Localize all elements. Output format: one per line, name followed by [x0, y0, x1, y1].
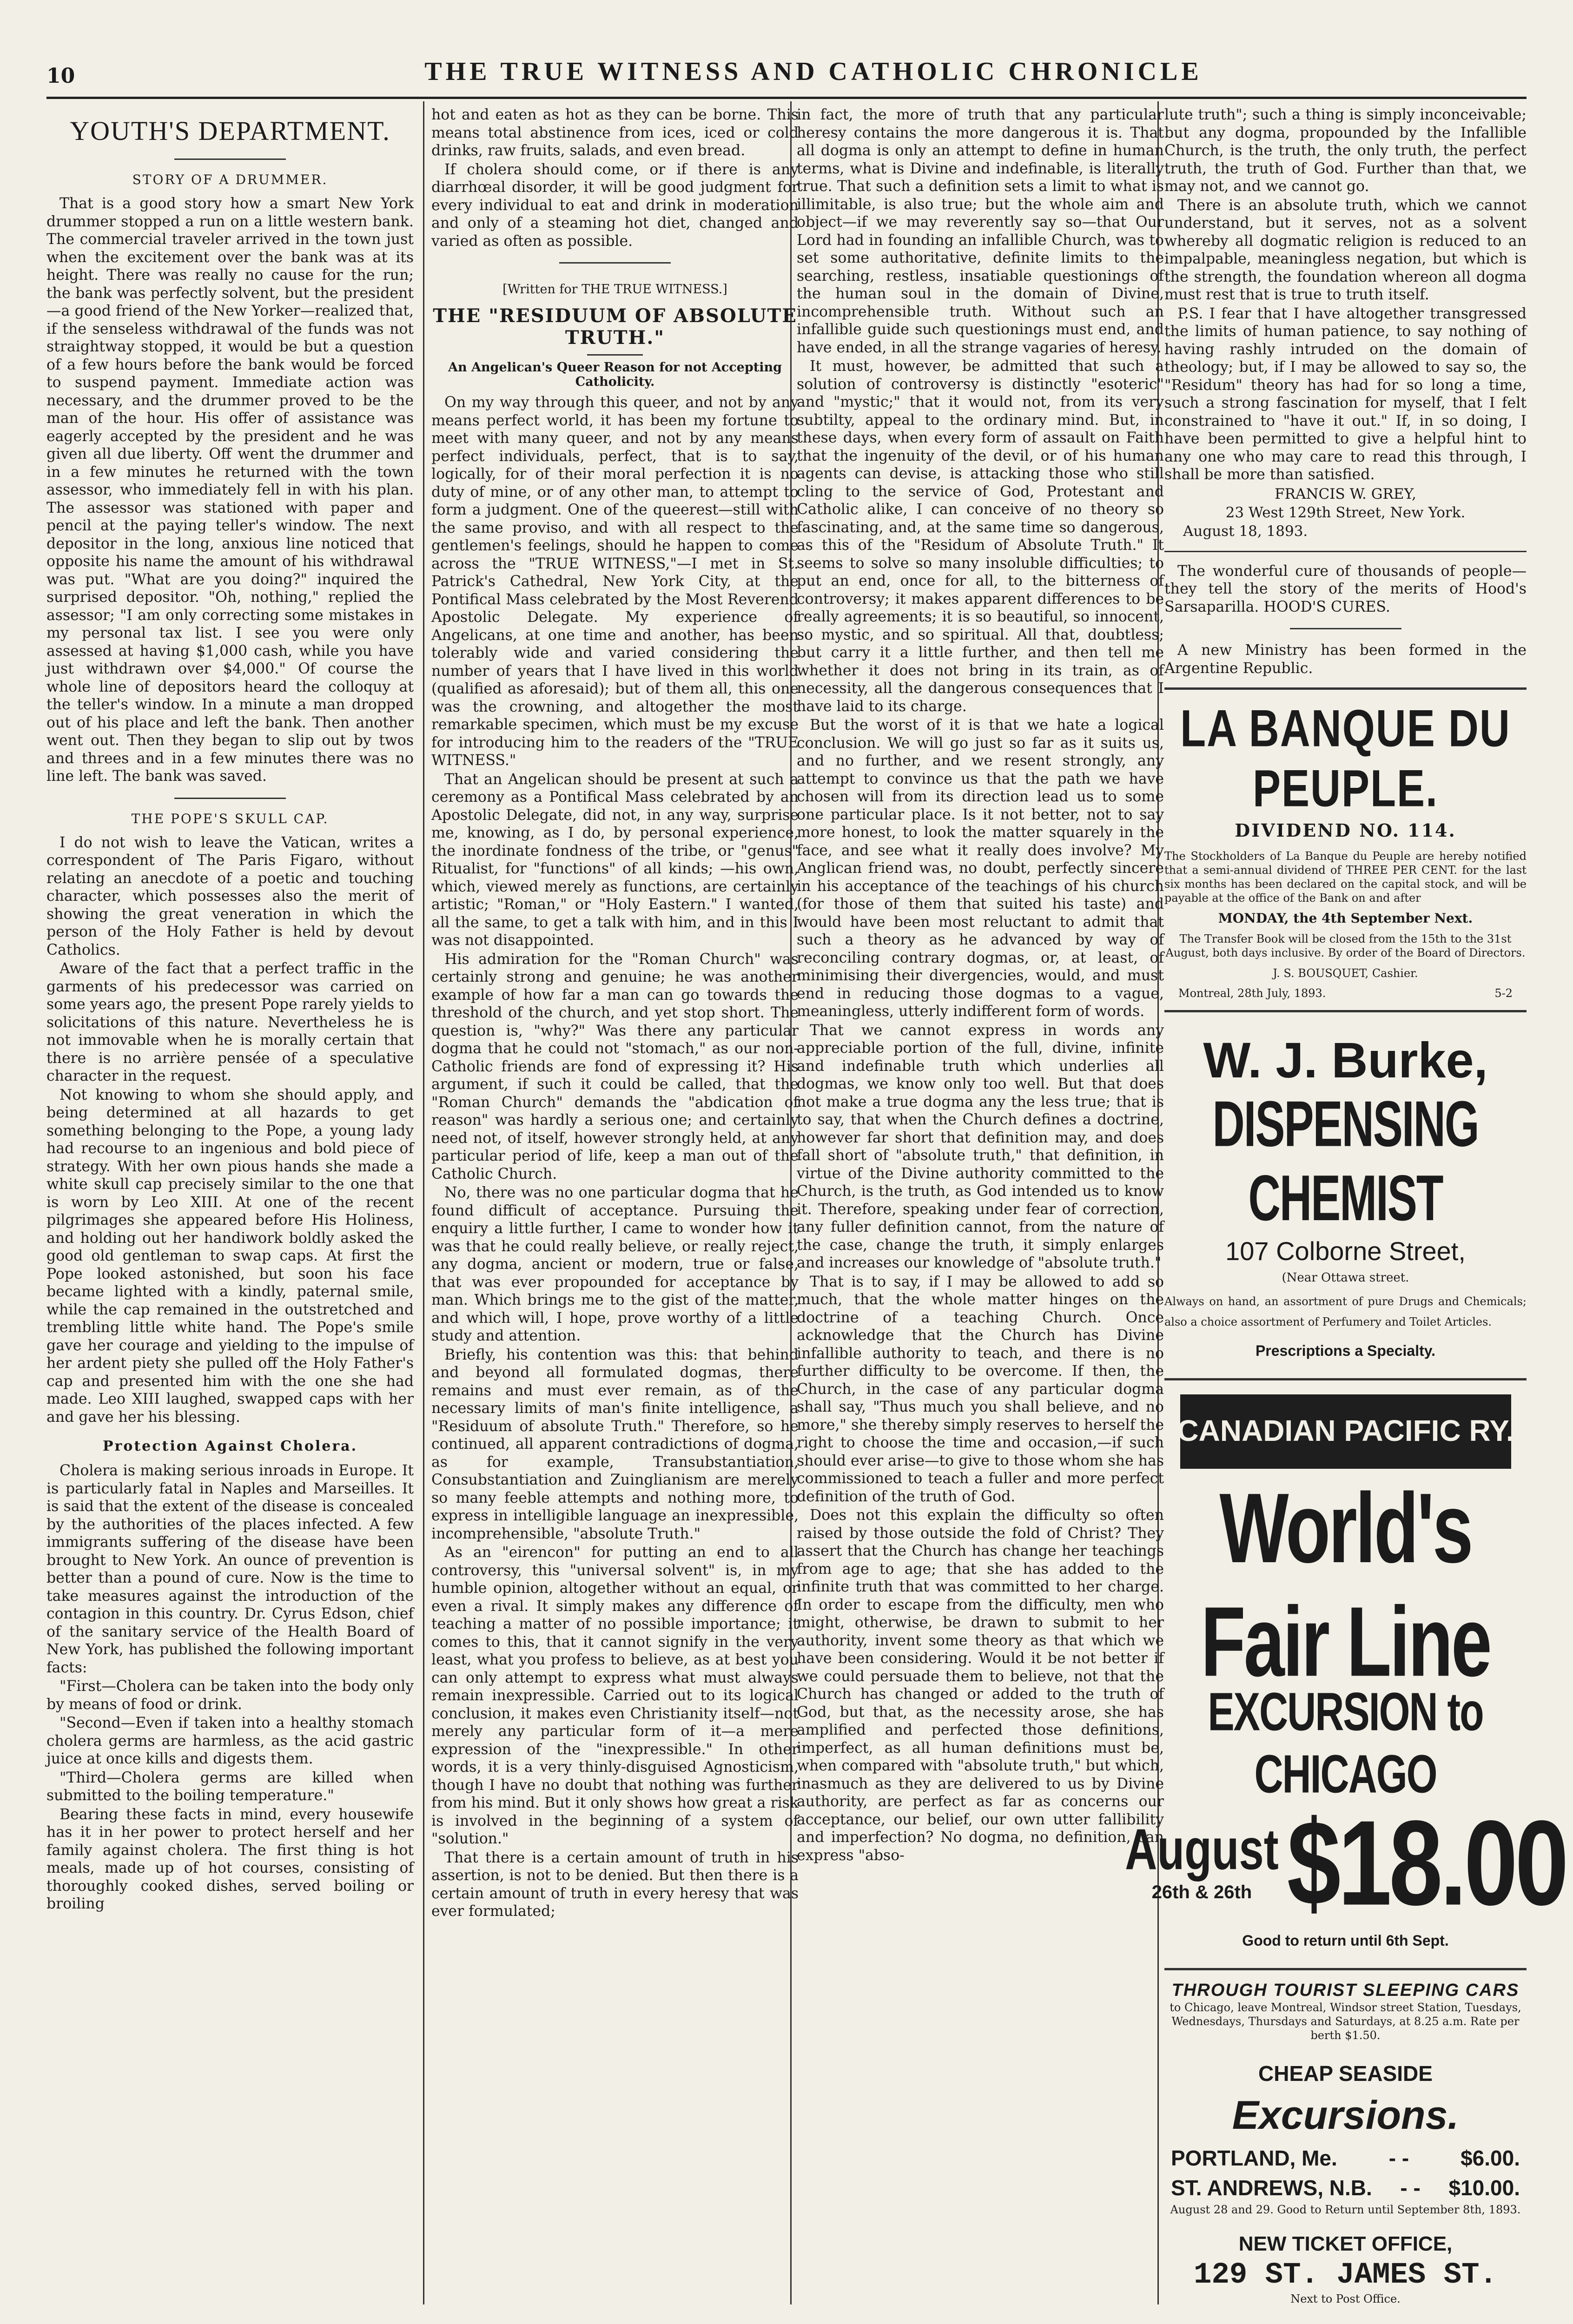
masthead: THE TRUE WITNESS AND CATHOLIC CHRONICLE [424, 57, 1203, 86]
fare-place: PORTLAND, Me. [1171, 2146, 1337, 2170]
divider [559, 262, 671, 264]
divider [1164, 1968, 1527, 1970]
article-title: THE "RESIDUUM OF ABSOLUTE TRUTH." [433, 305, 797, 349]
banque-footer [1164, 987, 1527, 1000]
cpr-logo-text: CANADIAN PACIFIC RY. [1176, 1414, 1514, 1447]
banque-transfer: The Transfer Book will be closed from the 15th to the 31st August, both days inclusive. By order of the Board of Directors. [1165, 932, 1526, 959]
article-paragraph: "Second—Even if taken into a healthy stomach cholera germs are harmless, as the acid gastric juice at once kills and digests them. [46, 1715, 414, 1767]
column-3 [797, 106, 1164, 2304]
banque-notice: The Stockholders of La Banque du Peuple are hereby notified that a semi-annual dividend of THREE PER CENT. for the last six months has been declared on the capital stock, and will be payable at the office of the Bank on and after [1164, 850, 1527, 905]
signature-address: 23 West 129th Street, New York. [1225, 504, 1466, 521]
article-paragraph: That is a good story how a smart New York drummer stopped a run on a little western bank. The commercial traveler arrived in the town just when the excitement over the bank was at its height. There was really no cause for the run; the bank was perfectly solvent, but the president—a good friend of the New Yorker—realized that, if the senseless withdrawal of the funds was not straightway stopped, it would be but a question of a few hours before the bank would be forced to suspend payment. Immediate action was necessary, and the drummer proved to be the man of the hour. His offer of assistance was eagerly accepted by the president and he was given all due liberty. Off went the drummer and in a few minutes he returned with the town assessor, who immediately fell in with his plan. The assessor was stationed with paper and pencil at the paying teller's window. The next depositor in the long, anxious line noticed that opposite his name the amount of his withdrawal was put. "What are you doing?" inquired the surprised depositor. "Oh, nothing," replied the assessor; "I am only correcting some mistakes in my personal tax list. I see you were only assessed at having $1,000 cash, while you have just withdrawn over $4,000." Of course the whole line of depositors heard the colloquy at the teller's window. In a minute a man dropped out of his place and left the bank. Then another went out. Then they began to slip out by twos and threes and in a few minutes there was no line left. The bank was saved. [46, 195, 414, 785]
article-paragraph: That there is a certain amount of truth in his assertion, is not to be denied. But then there is a certain amount of truth in every heresy that was ever formulated; [431, 1849, 799, 1920]
column-divider [423, 101, 424, 2304]
article-paragraph: But the worst of it is that we hate a logical conclusion. We will go just so far as it suits us, and no further, and we resent strongly, any attempt to convince us that the path we have chosen will from its direction lead us to some one particular place. Is it not better, not to say more honest, to look the matter squarely in the face, and see what it really does involve? My Anglican friend was, no doubt, perfectly sincere in his acceptance of the teachings of his church (for those of them that suited his taste) and would have been most reluctant to admit that such a theory as he advanced by way of reconciling contrary dogmas, or, at least, of minimising their divergencies, would, and must end in reducing those dogmas to a vague, meaningless, utterly indifferent form of words. [797, 717, 1164, 1020]
divider [1164, 687, 1527, 690]
fare-price: $6.00. [1461, 2146, 1520, 2170]
article-paragraph: hot and eaten as hot as they can be borne. This means total abstinence from ices, iced or cold drinks, raw fruits, salads, and even bread. [431, 106, 799, 159]
article-paragraph: As an "eirencon" for putting an end to all controversy, this "universal solvent" is, in my humble opinion, altogether without an equal, or even a rival. It simply makes any difference of teaching a matter of no possible importance; it comes to this, that it cannot signify in the very least, what you profess to believe, as at best you can only attempt to express what must always remain inexpressible. Carried out to its logical conclusion, it makes even Christianity itself—not merely any particular form of it—a mere expression of the "inexpressible." In other words, it is a very thinly-disguised Agnosticism, though I have no doubt that nothing was further from his mind. But it only shows how great a risk is involved in the beginning of a system of "solution." [431, 1544, 799, 1847]
divider [174, 158, 286, 160]
article-paragraph: P.S. I fear that I have altogether transgressed the limits of human patience, to say nothing of having rashly intruded on the domain of theology; but, if I may be allowed to say so, the "Residum" theory has had for so long a time, such a strong fascination for myself, that I felt constrained to "have it out." If, in so doing, I have been permitted to give a helpful hint to any one who may care to read this through, I shall be more than satisfied. [1164, 305, 1527, 483]
article-paragraph: Briefly, his contention was this: that behind and beyond all formulated dogmas, there remains and must ever remain, as of the necessary limits of man's finite intelligence, a "Residuum of absolute Truth." Therefore, so he continued, all apparent contradictions of dogma, as for example, Transubstantiation, Consubstantiation and Zuinglianism are merely so many feeble attempts and nothing more, to express in intelligible language an inexpressible, incomprehensible, "absolute Truth." [431, 1346, 799, 1542]
banque-heading: LA BANQUE DU PEUPLE. [1180, 700, 1511, 818]
article-title: Protection Against Cholera. [102, 1438, 358, 1454]
next-post-office: Next to Post Office. [1290, 2292, 1401, 2305]
article-subtitle: An Angelican's Queer Reason for not Accepting Catholicity. [448, 360, 782, 389]
excursion-days: 26th & 26th [1151, 1882, 1252, 1902]
new-ticket-heading: NEW TICKET OFFICE, [1238, 2232, 1453, 2255]
sleeping-cars-heading: THROUGH TOURIST SLEEPING CARS [1171, 1981, 1520, 2000]
cheap-seaside-heading: CHEAP SEASIDE [1258, 2061, 1433, 2086]
banque-date: MONDAY, the 4th September Next. [1218, 911, 1473, 926]
fare-place: ST. ANDREWS, N.B. [1171, 2176, 1372, 2200]
excursion-chicago-heading: EXCURSION to CHICAGO [1208, 1682, 1483, 1804]
sleeping-cars-text: to Chicago, leave Montreal, Windsor street Station, Tuesdays, Wednesdays, Thursdays and Saturdays, at 8.25 a.m. Rate per berth $1.50. [1170, 2001, 1521, 2042]
article-paragraph: I do not wish to leave the Vatican, writes a correspondent of The Paris Figaro, without relating an anecdote of a poetic and touching character, which possesses also the merit of showing the great veneration in which the person of the Holy Father is held by devout Catholics. [46, 834, 414, 958]
article-title: STORY OF A DRUMMER. [132, 172, 328, 187]
signature-name: FRANCIS W. GREY, [1275, 485, 1416, 502]
article-paragraph: No, there was no one particular dogma that he found difficult of acceptance. Pursuing the enquiry a little further, I came to wonder how it was that he could really believe, or really reject, any dogma, ancient or modern, true or false, that was ever propounded for acceptance by man. Which brings me to the gist of the matter, and which will, I hope, prove worthy of a little study and attention. [431, 1184, 799, 1344]
ticket-office-address: 129 ST. JAMES ST. [1194, 2258, 1497, 2292]
article-paragraph: lute truth"; such a thing is simply inconceivable; but any dogma, propounded by the Infallible Church, is the truth, the only truth, the perfect truth, the truth of God. Further than that, we may not, and we cannot go. [1164, 106, 1527, 195]
article-title: THE POPE'S SKULL CAP. [131, 811, 329, 826]
hoods-notice: The wonderful cure of thousands of people—they tell the story of the merits of Hood's Sarsaparilla. HOOD'S CURES. [1164, 562, 1527, 615]
fare-dash: - - [1388, 2146, 1409, 2170]
prescriptions-line: Prescriptions a Specialty. [1255, 1342, 1436, 1359]
divider [174, 798, 286, 799]
article-paragraph: "Third—Cholera germs are killed when submitted to the boiling temperature." [46, 1769, 414, 1804]
article-paragraph: in fact, the more of truth that any particular heresy contains the more dangerous it is. That all dogma is only an attempt to define in human terms, what is Divine and indefinable, is literally true. That such a definition sets a limit to what is illimitable, is also true; but the whole aim and object—if we may reverently say so—that Our Lord had in founding an infallible Church, was to set some authoritative, definite limits to the searching, restless, insatiable questionings of the human soul in the domain of Divine, incomprehensible truth. Without such an infallible guide such questionings must end, and have ended, in all the strange vagaries of heresy. [797, 106, 1164, 356]
article-paragraph: "First—Cholera can be taken into the body only by means of food or drink. [46, 1678, 414, 1713]
excursion-price: $18.00 [1287, 1796, 1566, 1931]
article-paragraph: It must, however, be admitted that such a solution of controversy is distinctly "esoteric" and "mystic;" that it would not, from its very subtilty, appeal to the ordinary mind. But, in these days, when every form of assault on Faith that the ingenuity of the devil, or of his human agents can devise, is attacking those who still cling to the service of God, Protestant and Catholic alike, I can conceive of no theory so fascinating, and, at the same time so dangerous, as this of the "Residum of Absolute Truth." It seems to solve so many insoluble difficulties; to put an end, once for all, to the bitterness of controversy; it makes apparent differences to be really agreements; it is so beautiful, so innocent, so mystic, and so spiritual. All that, doubtless; but carry it a little further, and then tell me whether it does not bring in its train, as of necessity, all the dangerous consequences that I have laid to its charge. [797, 358, 1164, 715]
article-credit: [Written for THE TRUE WITNESS.] [502, 282, 727, 297]
article-paragraph: Bearing these facts in mind, every housewife has it in her power to protect herself and her family against cholera. The first thing is hot meals, made up of hot courses, consisting of thoroughly cooked dishes, served boiling or broiling [46, 1806, 414, 1912]
excursion-price-row [1125, 1796, 1566, 1931]
article-paragraph: That is to say, if I may be allowed to add so much, that the whole matter hinges on the doctrine of a teaching Church. Once acknowledge that the Church has Divine infallible authority to teach, and there is no further difficulty to be overcome. If then, the Church, in the case of any particular dogma shall say, "Thus much you shall believe, and no more," she thereby simply reserves to herself the right to choose the time and occasion,—if such should ever arise—to give to those whom she has commissioned to teach a fuller and more perfect definition of the truth of God. [797, 1273, 1164, 1505]
divider [1290, 628, 1401, 629]
column-2 [431, 106, 799, 2304]
article-paragraph: That we cannot express in words any appreciable portion of the full, divine, infinite and indefinable truth which underlies all dogmas, we know only too well. But that does not make a true dogma any the less true; that is to say, that when the Church defines a doctrine, however far short that definition may, and does fall short of "absolute truth," that definition, in virtue of the Divine authority committed to the Church, is the truth, as God intended us to know it. Therefore, speaking under fear of correction, any fuller definition cannot, from the nature of the case, change the truth, it simply enlarges and increases our knowledge of "absolute truth." [797, 1022, 1164, 1271]
divider [1164, 1010, 1527, 1012]
fare-dash: - - [1400, 2176, 1421, 2200]
divider [587, 354, 643, 356]
column-1 [46, 106, 414, 2304]
banque-cashier: J. S. BOUSQUET, Cashier. [1273, 967, 1418, 980]
column-4 [1125, 106, 1566, 2305]
canadian-pacific-logo [1176, 1394, 1514, 1469]
burke-stock: Always on hand, an assortment of pure Drugs and Chemicals; also a choice assortment of Perfumery and Toilet Articles. [1164, 1295, 1527, 1328]
excursion-month: August [1125, 1817, 1279, 1882]
article-paragraph: Does not this explain the difficulty so often raised by those outside the fold of Christ? They assert that the Church has change her teachings from age to age; that she has added to the infinite truth that was committed to her charge. In order to escape from the difficulty, men who might, otherwise, be drawn to submit to her authority, invent some theory as that which we have been considering. Would it be not better if we could persuade them to believe, not that the Church has changed or added to the truth of God, but that, as the necessity arose, she has amplified and perfected those definitions, imperfect, as all human definitions must be, when compared with "absolute truth," but which, inasmuch as they are delivered to us by Divine authority, are perfect as far as concerns our acceptance, our belief, our own utter fallibility and imperfection? No dogma, no definition, can express "abso- [797, 1507, 1164, 1864]
dividend-heading: DIVIDEND NO. 114. [1235, 820, 1456, 841]
return-line: Good to return until 6th Sept. [1242, 1932, 1449, 1949]
fare-price: $10.00. [1448, 2176, 1520, 2200]
section-heading: YOUTH'S DEPARTMENT. [70, 116, 390, 146]
worlds-fair-heading: World's Fair Line [1201, 1473, 1490, 1697]
article-paragraph: Cholera is making serious inroads in Europe. It is particularly fatal in Naples and Marseilles. It is said that the extent of the disease is concealed by the authorities of the places infected. A few immigrants suffering of the disease have been brought to New York. An ounce of prevention is better than a pound of cure. Now is the time to take measures against the introduction of the contagion in this country. Dr. Cyrus Edson, chief of the sanitary service of the Health Board of New York, has published the following important facts: [46, 1462, 414, 1676]
article-paragraph: There is an absolute truth, which we cannot understand, but it serves, not as a solvent whereby all dogmatic religion is reduced to an impalpable, meaningless negation, but which is the strength, the foundation whereon all dogma must rest that is true to truth itself. [1164, 197, 1527, 303]
header-rule [46, 97, 1527, 99]
divider [1164, 551, 1527, 552]
article-paragraph: On my way through this queer, and not by any means perfect world, it has been my fortune to meet with many queer, and not by any means perfect individuals, perfect, that is to say, logically, for of their moral perfection it is no duty of mine, or of any other man, to attempt to form a judgment. One of the queerest—still with the same proviso, and with all respect to the gentlemen's feelings, should he happen to come across the "TRUE WITNESS,"—I met in St. Patrick's Cathedral, New York City, at the Pontifical Mass celebrated by the Most Reverend Apostolic Delegate. My experience of Angelicans, at one time and another, has been tolerably wide and varied considering the number of years that I have lived in this world (qualified as aforesaid); but of them all, this one was the crowning, and altogether the most remarkable specimen, which must be my excuse for introducing him to the readers of the "TRUE WITNESS." [431, 394, 799, 769]
article-paragraph: If cholera should come, or if there is any diarrhœal disorder, it will be good judgment for every individual to eat and drink in moderation and only of a steaming hot diet, changed and varied as often as possible. [431, 161, 799, 250]
seaside-dates: August 28 and 29. Good to Return until September 8th, 1893. [1170, 2203, 1521, 2216]
banque-code: 5-2 [1494, 987, 1513, 1000]
fare-row-portland [1164, 2143, 1527, 2173]
article-paragraph: His admiration for the "Roman Church" was certainly strong and genuine; he was another example of how far a man can go towards the threshold of the church, and yet stop short. The question is, "why?" Was there any particular dogma that he could not "stomach," as our non-Catholic friends are fond of expressing it? His argument, if such it could be called, that the "Roman Church" demands the "abdication of reason" was hardly a serious one; and certainly need not, of itself, however strongly held, at any particular period of life, keep a man out of the Catholic Church. [431, 951, 799, 1182]
article-paragraph: Not knowing to whom she should apply, and being determined at all hazards to get something belonging to the Pope, a young lady had recourse to an ingenious and bold piece of strategy. With her own pious hands she made a white skull cap precisely similar to the one that is worn by Leo XIII. At one of the recent pilgrimages she appeared before His Holiness, and holding out her handiwork boldly asked the good old gentleman to swap caps. At first the Pope looked astonished, but soon his face became lighted with a kindly, paternal smile, while the cap remained in the outstretched and trembling little white hand. The Pope's smile gave her courage and yielding to the impulse of her ardent piety she pulled off the Holy Father's cap and presented him with the one she had made. Leo XIII laughed, swapped caps with her and gave her his blessing. [46, 1086, 414, 1426]
signature-date: August 18, 1893. [1183, 522, 1308, 540]
burke-heading: W. J. Burke, [1203, 1032, 1488, 1088]
article-paragraph: Aware of the fact that a perfect traffic in the garments of his predecessor was carried on some years ago, the present Pope rarely yields to solicitations of this nature. Nevertheless he is not immovable when he is morally certain that there is no arrière pensée of a speculative character in the request. [46, 960, 414, 1084]
page-number: 10 [46, 64, 75, 88]
banque-place-date: Montreal, 28th July, 1893. [1178, 987, 1326, 1000]
burke-address: 107 Colborne Street, [1225, 1236, 1466, 1266]
fare-row-st-andrews [1164, 2173, 1527, 2203]
burke-near: (Near Ottawa street. [1282, 1271, 1409, 1285]
article-paragraph: That an Angelican should be present at such a ceremony as a Pontifical Mass celebrated by an Apostolic Delegate, did not, in any way, surprise me, knowing, as I do, by personal experience, the inordinate fondness of the tribe, or "genus" Ritualist, for "functions" of all kinds; —his own, which, viewed merely as functions, are certainly artistic; "Roman," or "Holy Eastern." I wanted, all the same, to get a talk with him, and in this I was not disappointed. [431, 771, 799, 949]
excursion-dates [1125, 1817, 1279, 1903]
dispensing-chemist-heading: DISPENSING CHEMIST [1212, 1088, 1479, 1235]
divider [1164, 1378, 1527, 1380]
argentine-notice: A new Ministry has been formed in the Argentine Republic. [1164, 642, 1527, 677]
excursions-heading: Excursions. [1232, 2093, 1459, 2138]
